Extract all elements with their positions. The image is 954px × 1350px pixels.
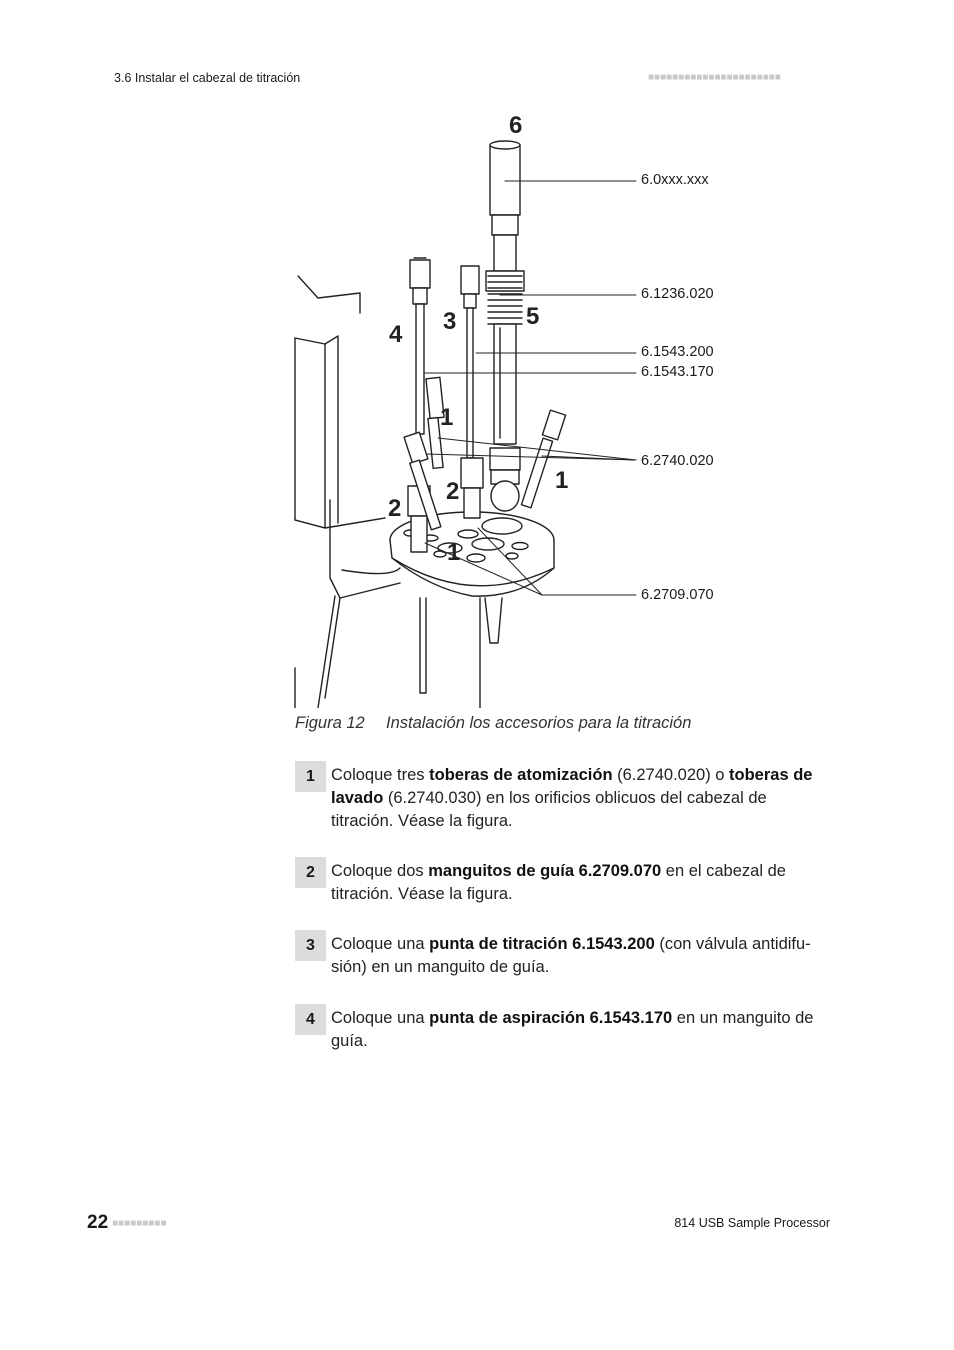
page-number — [87, 1212, 167, 1234]
footer-dots: ■■■■■■■■■ — [112, 1218, 167, 1229]
callout-label: 6.1236.020 — [641, 286, 714, 302]
callout-label: 6.0xxx.xxx — [641, 172, 709, 188]
figure-number-2: 2 — [446, 478, 460, 505]
step-text: Coloque tres toberas de atomización (6.2740.020) o toberas de lavado (6.2740.030) en los orificios oblicuos del cabezal de titración. Véase la figura. — [331, 766, 813, 830]
running-header-section: 3.6 Instalar el cabezal de titración — [114, 71, 301, 85]
callout-label: 6.1543.170 — [641, 364, 714, 380]
step-number: 3 — [295, 930, 326, 961]
figure-number-3: 3 — [443, 308, 457, 335]
callout-label: 6.2740.020 — [641, 453, 714, 469]
page-number-value: 22 — [87, 1212, 109, 1233]
figure-caption — [295, 714, 691, 733]
figure-number-1: 1 — [447, 539, 461, 566]
step-text: Coloque dos manguitos de guía 6.2709.070 en el cabezal de titración. Véase la figura. — [331, 862, 786, 903]
footer-product-name: 814 USB Sample Processor — [674, 1216, 830, 1230]
header-dots: ■■■■■■■■■■■■■■■■■■■■■■ — [648, 72, 781, 83]
figure-number-1: 1 — [555, 467, 569, 494]
figure-number-6: 6 — [509, 112, 523, 139]
figure-number-1: 1 — [440, 404, 454, 431]
figure-caption-text: Instalación los accesorios para la titración — [386, 714, 692, 732]
figure-caption-label: Figura 12 — [295, 714, 365, 732]
step-text: Coloque una punta de titración 6.1543.200 (con válvula antidifu-sión) en un manguito de guía. — [331, 935, 811, 976]
figure-number-4: 4 — [389, 321, 403, 348]
step-text: Coloque una punta de aspiración 6.1543.170 en un manguito de guía. — [331, 1009, 814, 1050]
titration-head-figure — [280, 108, 740, 708]
step-number: 2 — [295, 857, 326, 888]
step-number: 4 — [295, 1004, 326, 1035]
step-number: 1 — [295, 761, 326, 792]
figure-number-2: 2 — [388, 495, 402, 522]
titration-head-illustration — [280, 108, 740, 708]
callout-label: 6.1543.200 — [641, 344, 714, 360]
figure-number-5: 5 — [526, 303, 540, 330]
callout-label: 6.2709.070 — [641, 587, 714, 603]
